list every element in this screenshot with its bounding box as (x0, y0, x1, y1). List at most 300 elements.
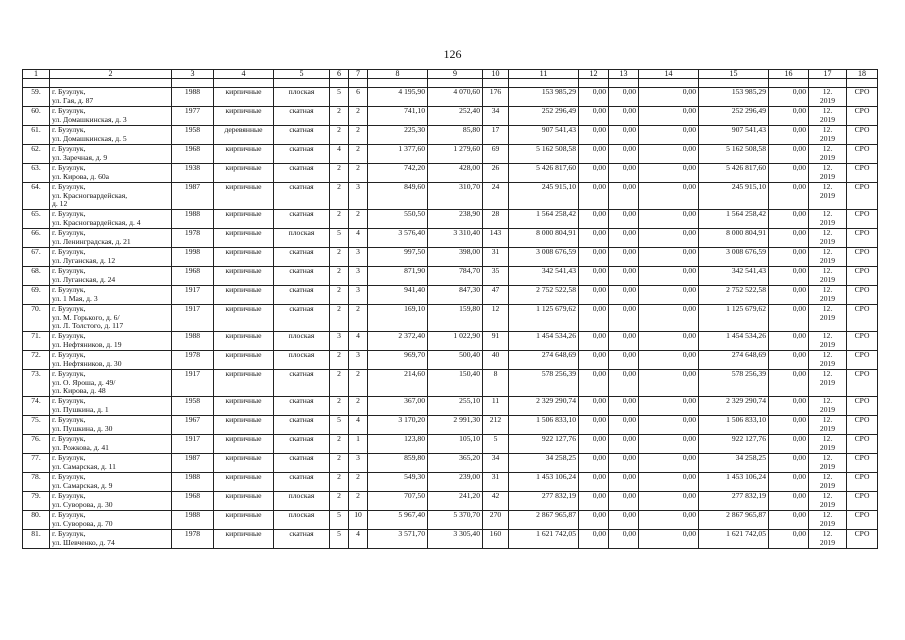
term-cell-line: 12. (822, 106, 833, 116)
column-header: 4 (214, 70, 274, 79)
cost-cell: 0,00 (769, 370, 809, 397)
term-cell (809, 248, 847, 267)
roof-type-cell: скатная (274, 473, 330, 492)
address-cell (50, 267, 172, 286)
term-cell-line: 2019 (819, 152, 836, 162)
roof-type-cell: скатная (274, 416, 330, 435)
cost-cell: 0,00 (609, 435, 639, 454)
year-cell: 1958 (172, 126, 214, 145)
term-cell-line: 12. (822, 304, 833, 314)
term-cell-line: 12. (822, 529, 833, 539)
roof-type-cell: плоская (274, 229, 330, 248)
term-cell (809, 267, 847, 286)
column-header: 18 (847, 70, 878, 79)
address-cell-line: ул. 1 Мая, д. 3 (52, 293, 98, 303)
entrances-cell: 6 (349, 88, 368, 107)
total-area-cell: 3 170,20 (368, 416, 428, 435)
wall-material-cell: кирпичные (214, 511, 274, 530)
address-cell (50, 397, 172, 416)
wall-material-cell: кирпичные (214, 332, 274, 351)
roof-type-cell: скатная (274, 397, 330, 416)
cost-cell: 0,00 (609, 332, 639, 351)
entrances-cell: 2 (349, 397, 368, 416)
cost-cell: 0,00 (769, 126, 809, 145)
cost-cell: 0,00 (609, 164, 639, 183)
row-number: 64. (23, 183, 50, 210)
cost-cell: 0,00 (639, 183, 699, 210)
year-cell: 1978 (172, 530, 214, 549)
term-cell (809, 511, 847, 530)
entrances-cell: 2 (349, 305, 368, 332)
cost-sum-cell: 2 329 290,74 (699, 397, 769, 416)
residents-cell: 91 (483, 332, 509, 351)
term-cell-line: 12. (822, 434, 833, 444)
cost-sum-cell: 3 008 676,59 (699, 248, 769, 267)
term-cell-line: 12. (822, 228, 833, 238)
header-spacer-cell (368, 79, 428, 88)
source-cell: СРО (847, 107, 878, 126)
term-cell-line: 12. (822, 144, 833, 154)
row-number: 79. (23, 492, 50, 511)
total-cost-cell: 578 256,39 (509, 370, 579, 397)
floors-cell: 2 (330, 267, 349, 286)
cost-cell: 0,00 (639, 286, 699, 305)
term-cell-line: 2019 (819, 274, 836, 284)
wall-material-cell: кирпичные (214, 473, 274, 492)
cost-cell: 0,00 (639, 473, 699, 492)
source-cell: СРО (847, 305, 878, 332)
floors-cell: 2 (330, 286, 349, 305)
row-number: 75. (23, 416, 50, 435)
term-cell (809, 370, 847, 397)
total-cost-cell: 342 541,43 (509, 267, 579, 286)
source-cell: СРО (847, 88, 878, 107)
cost-cell: 0,00 (769, 164, 809, 183)
total-cost-cell: 907 541,43 (509, 126, 579, 145)
floors-cell: 2 (330, 183, 349, 210)
cost-cell: 0,00 (609, 454, 639, 473)
wall-material-cell: кирпичные (214, 107, 274, 126)
term-cell (809, 416, 847, 435)
table-row (23, 126, 878, 145)
term-cell-line: 2019 (819, 217, 836, 227)
row-number: 77. (23, 454, 50, 473)
term-cell (809, 435, 847, 454)
cost-sum-cell: 2 867 965,87 (699, 511, 769, 530)
total-area-cell: 123,80 (368, 435, 428, 454)
roof-type-cell: плоская (274, 492, 330, 511)
row-number: 71. (23, 332, 50, 351)
cost-cell: 0,00 (769, 183, 809, 210)
column-header: 1 (23, 70, 50, 79)
row-number: 72. (23, 351, 50, 370)
year-cell: 1988 (172, 332, 214, 351)
residents-cell: 24 (483, 183, 509, 210)
cost-cell: 0,00 (609, 145, 639, 164)
header-spacer-cell (809, 79, 847, 88)
address-cell-line: г. Бузулук, (52, 396, 86, 406)
address-cell-line: ул. Нефтяников, д. 19 (52, 339, 122, 349)
cost-sum-cell: 5 426 817,60 (699, 164, 769, 183)
cost-cell: 0,00 (769, 454, 809, 473)
total-area-cell: 550,50 (368, 210, 428, 229)
address-cell-line: г. Бузулук, (52, 472, 86, 482)
year-cell: 1968 (172, 492, 214, 511)
term-cell-line: 12. (822, 510, 833, 520)
roof-type-cell: скатная (274, 164, 330, 183)
term-cell-line: 12. (822, 350, 833, 360)
term-cell (809, 492, 847, 511)
cost-cell: 0,00 (769, 88, 809, 107)
roof-type-cell: скатная (274, 248, 330, 267)
wall-material-cell: кирпичные (214, 183, 274, 210)
cost-cell: 0,00 (579, 126, 609, 145)
header-spacer-cell (509, 79, 579, 88)
year-cell: 1988 (172, 473, 214, 492)
address-cell-line: ул. Кирова, д. 60а (52, 171, 110, 181)
residents-cell: 31 (483, 248, 509, 267)
cost-cell: 0,00 (639, 229, 699, 248)
term-cell-line: 12. (822, 472, 833, 482)
cost-sum-cell: 2 752 522,58 (699, 286, 769, 305)
year-cell: 1938 (172, 164, 214, 183)
term-cell-line: 2019 (819, 461, 836, 471)
column-header: 16 (769, 70, 809, 79)
source-cell: СРО (847, 416, 878, 435)
cost-cell: 0,00 (579, 511, 609, 530)
entrances-cell: 3 (349, 286, 368, 305)
cost-cell: 0,00 (579, 435, 609, 454)
address-cell-line: г. Бузулук, (52, 510, 86, 520)
floors-cell: 2 (330, 435, 349, 454)
column-header: 2 (50, 70, 172, 79)
residential-area-cell: 1 279,60 (428, 145, 483, 164)
row-number: 70. (23, 305, 50, 332)
header-spacer-cell (172, 79, 214, 88)
cost-cell: 0,00 (639, 332, 699, 351)
term-cell-line: 2019 (819, 255, 836, 265)
roof-type-cell: плоская (274, 351, 330, 370)
address-cell-line: г. Бузулук, (52, 453, 86, 463)
residents-cell: 176 (483, 88, 509, 107)
floors-cell: 2 (330, 164, 349, 183)
row-number: 62. (23, 145, 50, 164)
term-cell-line: 12. (822, 491, 833, 501)
residents-cell: 34 (483, 454, 509, 473)
cost-cell: 0,00 (579, 473, 609, 492)
total-cost-cell: 2 752 522,58 (509, 286, 579, 305)
address-cell-line: ул. Домашкинская, д. 3 (52, 114, 127, 124)
address-cell (50, 210, 172, 229)
address-cell-line: ул. Луганская, д. 24 (52, 274, 116, 284)
page-number: 126 (443, 47, 462, 61)
header-spacer-cell (483, 79, 509, 88)
term-cell-line: 2019 (819, 499, 836, 509)
cost-cell: 0,00 (769, 305, 809, 332)
wall-material-cell: деревянные (214, 126, 274, 145)
source-cell: СРО (847, 183, 878, 210)
roof-type-cell: скатная (274, 305, 330, 332)
header-spacer-cell (609, 79, 639, 88)
table-row (23, 88, 878, 107)
term-cell-line: 2019 (819, 95, 836, 105)
term-cell-line: 12. (822, 285, 833, 295)
total-area-cell: 4 195,90 (368, 88, 428, 107)
total-area-cell: 367,00 (368, 397, 428, 416)
address-cell-line: ул. Суворова, д. 30 (52, 499, 113, 509)
floors-cell: 2 (330, 305, 349, 332)
address-cell-line: г. Бузулук, (52, 434, 86, 444)
wall-material-cell: кирпичные (214, 145, 274, 164)
year-cell: 1988 (172, 511, 214, 530)
year-cell: 1968 (172, 145, 214, 164)
residential-area-cell: 1 022,90 (428, 332, 483, 351)
residents-cell: 28 (483, 210, 509, 229)
term-cell-line: 2019 (819, 293, 836, 303)
header-spacer-cell (23, 79, 50, 88)
total-cost-cell: 8 000 804,91 (509, 229, 579, 248)
cost-sum-cell: 578 256,39 (699, 370, 769, 397)
residents-cell: 34 (483, 107, 509, 126)
source-cell: СРО (847, 435, 878, 454)
header-spacer-cell (214, 79, 274, 88)
residential-area-cell: 847,30 (428, 286, 483, 305)
address-cell (50, 416, 172, 435)
address-cell-line: ул. Гая, д. 87 (52, 95, 94, 105)
wall-material-cell: кирпичные (214, 229, 274, 248)
cost-cell: 0,00 (639, 88, 699, 107)
term-cell (809, 88, 847, 107)
address-cell-line: ул. Кирова, д. 48 (52, 386, 106, 396)
floors-cell: 2 (330, 107, 349, 126)
address-cell-line: г. Бузулук, (52, 87, 86, 97)
table-row (23, 305, 878, 332)
row-number: 76. (23, 435, 50, 454)
cost-cell: 0,00 (639, 454, 699, 473)
cost-cell: 0,00 (769, 492, 809, 511)
roof-type-cell: плоская (274, 88, 330, 107)
source-cell: СРО (847, 530, 878, 549)
cost-sum-cell: 5 162 508,58 (699, 145, 769, 164)
source-cell: СРО (847, 511, 878, 530)
table-row (23, 492, 878, 511)
cost-sum-cell: 1 506 833,10 (699, 416, 769, 435)
cost-cell: 0,00 (769, 511, 809, 530)
table-row (23, 164, 878, 183)
address-cell-line: ул. Ленинградская, д. 21 (52, 236, 131, 246)
residential-area-cell: 239,00 (428, 473, 483, 492)
floors-cell: 2 (330, 454, 349, 473)
cost-cell: 0,00 (769, 229, 809, 248)
column-header: 14 (639, 70, 699, 79)
table-row (23, 229, 878, 248)
floors-cell: 2 (330, 473, 349, 492)
cost-cell: 0,00 (639, 305, 699, 332)
table-body (23, 88, 878, 549)
address-cell (50, 88, 172, 107)
residents-cell: 12 (483, 305, 509, 332)
total-cost-cell: 153 985,29 (509, 88, 579, 107)
residents-cell: 26 (483, 164, 509, 183)
source-cell: СРО (847, 397, 878, 416)
term-cell-line: 12. (822, 331, 833, 341)
total-cost-cell: 1 506 833,10 (509, 416, 579, 435)
total-cost-cell: 2 867 965,87 (509, 511, 579, 530)
entrances-cell: 1 (349, 435, 368, 454)
row-number: 74. (23, 397, 50, 416)
table-row (23, 145, 878, 164)
term-cell (809, 145, 847, 164)
entrances-cell: 2 (349, 126, 368, 145)
term-cell-line: 2019 (819, 377, 836, 387)
floors-cell: 5 (330, 511, 349, 530)
cost-cell: 0,00 (639, 248, 699, 267)
entrances-cell: 10 (349, 511, 368, 530)
row-number: 81. (23, 530, 50, 549)
cost-cell: 0,00 (579, 183, 609, 210)
entrances-cell: 3 (349, 183, 368, 210)
cost-cell: 0,00 (609, 267, 639, 286)
cost-cell: 0,00 (579, 416, 609, 435)
term-cell-line: 2019 (819, 358, 836, 368)
term-cell (809, 210, 847, 229)
address-cell-line: г. Бузулук, (52, 247, 86, 257)
roof-type-cell: скатная (274, 454, 330, 473)
year-cell: 1917 (172, 305, 214, 332)
table-row (23, 454, 878, 473)
total-cost-cell: 2 329 290,74 (509, 397, 579, 416)
residential-area-cell: 428,00 (428, 164, 483, 183)
residential-area-cell: 365,20 (428, 454, 483, 473)
cost-sum-cell: 1 454 534,26 (699, 332, 769, 351)
cost-cell: 0,00 (769, 416, 809, 435)
roof-type-cell: скатная (274, 435, 330, 454)
cost-sum-cell: 277 832,19 (699, 492, 769, 511)
table-header (23, 70, 878, 88)
term-cell (809, 473, 847, 492)
total-area-cell: 741,10 (368, 107, 428, 126)
cost-cell: 0,00 (639, 397, 699, 416)
column-header: 3 (172, 70, 214, 79)
entrances-cell: 3 (349, 248, 368, 267)
term-cell-line: 2019 (819, 236, 836, 246)
address-cell-line: г. Бузулук, (52, 228, 86, 238)
cost-cell: 0,00 (579, 492, 609, 511)
cost-sum-cell: 907 541,43 (699, 126, 769, 145)
row-number: 63. (23, 164, 50, 183)
year-cell: 1978 (172, 229, 214, 248)
column-header: 5 (274, 70, 330, 79)
term-cell (809, 351, 847, 370)
roof-type-cell: скатная (274, 126, 330, 145)
address-cell-line: г. Бузулук, (52, 350, 86, 360)
cost-cell: 0,00 (639, 530, 699, 549)
total-area-cell: 549,30 (368, 473, 428, 492)
total-area-cell: 225,30 (368, 126, 428, 145)
total-cost-cell: 274 648,69 (509, 351, 579, 370)
residents-cell: 17 (483, 126, 509, 145)
residents-cell: 47 (483, 286, 509, 305)
table-row (23, 107, 878, 126)
cost-cell: 0,00 (579, 397, 609, 416)
address-cell (50, 126, 172, 145)
cost-cell: 0,00 (639, 370, 699, 397)
cost-cell: 0,00 (769, 145, 809, 164)
address-cell-line: г. Бузулук, (52, 182, 86, 192)
residential-area-cell: 2 991,30 (428, 416, 483, 435)
year-cell: 1917 (172, 286, 214, 305)
total-area-cell: 859,80 (368, 454, 428, 473)
term-cell-line: 2019 (819, 518, 836, 528)
column-header: 7 (349, 70, 368, 79)
entrances-cell: 4 (349, 229, 368, 248)
address-cell-line: г. Бузулук, (52, 369, 86, 379)
residents-cell: 5 (483, 435, 509, 454)
floors-cell: 2 (330, 351, 349, 370)
column-header: 17 (809, 70, 847, 79)
residential-area-cell: 4 070,60 (428, 88, 483, 107)
address-cell (50, 248, 172, 267)
header-spacer-cell (639, 79, 699, 88)
term-cell-line: 12. (822, 415, 833, 425)
table-row (23, 210, 878, 229)
address-cell (50, 351, 172, 370)
residential-area-cell: 150,40 (428, 370, 483, 397)
residents-cell: 143 (483, 229, 509, 248)
cost-cell: 0,00 (609, 286, 639, 305)
floors-cell: 5 (330, 416, 349, 435)
cost-cell: 0,00 (769, 286, 809, 305)
wall-material-cell: кирпичные (214, 397, 274, 416)
cost-cell: 0,00 (609, 416, 639, 435)
address-cell (50, 454, 172, 473)
address-cell-line: г. Бузулук, (52, 285, 86, 295)
cost-cell: 0,00 (609, 473, 639, 492)
term-cell (809, 229, 847, 248)
address-cell-line: ул. Суворова, д. 70 (52, 518, 113, 528)
term-cell (809, 183, 847, 210)
roof-type-cell: плоская (274, 332, 330, 351)
wall-material-cell: кирпичные (214, 88, 274, 107)
residential-area-cell: 255,10 (428, 397, 483, 416)
cost-cell: 0,00 (609, 107, 639, 126)
address-cell-line: ул. Пушкина, д. 1 (52, 404, 109, 414)
table-row (23, 473, 878, 492)
roof-type-cell: скатная (274, 183, 330, 210)
residential-area-cell: 3 305,40 (428, 530, 483, 549)
column-header: 11 (509, 70, 579, 79)
total-area-cell: 871,90 (368, 267, 428, 286)
total-area-cell: 707,50 (368, 492, 428, 511)
cost-cell: 0,00 (579, 305, 609, 332)
wall-material-cell: кирпичные (214, 248, 274, 267)
cost-cell: 0,00 (579, 164, 609, 183)
source-cell: СРО (847, 248, 878, 267)
table-row (23, 351, 878, 370)
roof-type-cell: скатная (274, 267, 330, 286)
cost-cell: 0,00 (769, 435, 809, 454)
total-cost-cell: 922 127,76 (509, 435, 579, 454)
term-cell (809, 305, 847, 332)
residential-area-cell: 784,70 (428, 267, 483, 286)
address-cell (50, 229, 172, 248)
cost-cell: 0,00 (579, 332, 609, 351)
cost-cell: 0,00 (609, 183, 639, 210)
residential-area-cell: 105,10 (428, 435, 483, 454)
address-cell-line: ул. Пушкина, д. 30 (52, 423, 113, 433)
residential-area-cell: 252,40 (428, 107, 483, 126)
wall-material-cell: кирпичные (214, 286, 274, 305)
